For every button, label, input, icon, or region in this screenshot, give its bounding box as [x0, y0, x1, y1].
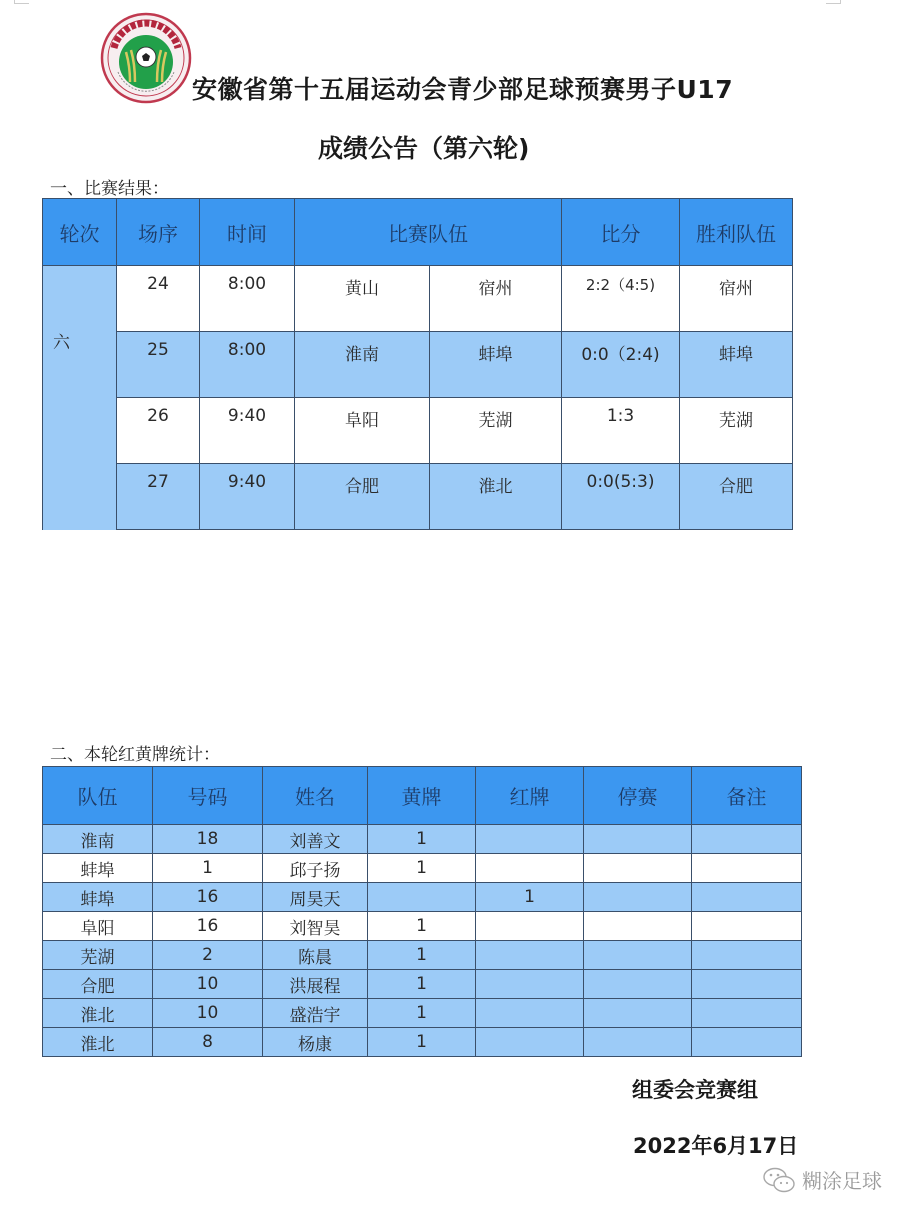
team-cell: 合肥 — [43, 970, 153, 999]
col-header-score: 比分 — [562, 199, 680, 266]
suspension-cell — [584, 941, 692, 970]
time-cell: 8:00 — [200, 332, 295, 398]
number-cell: 10 — [153, 970, 263, 999]
yellow-cell: 1 — [368, 1028, 476, 1057]
note-cell — [692, 912, 802, 941]
red-cell — [476, 941, 584, 970]
signoff-organizer: 组委会竞赛组 — [632, 1078, 758, 1102]
score-cell: 0:0(5:3) — [562, 464, 680, 530]
table-row — [43, 464, 793, 530]
yellow-cell: 1 — [368, 854, 476, 883]
team-a-cell: 黄山 — [295, 266, 430, 332]
results-table — [42, 198, 793, 530]
yellow-cell: 1 — [368, 912, 476, 941]
team-cell: 淮北 — [43, 999, 153, 1028]
match-no-cell: 25 — [117, 332, 200, 398]
suspension-cell — [584, 912, 692, 941]
watermark — [762, 1165, 882, 1194]
red-cell — [476, 854, 584, 883]
note-cell — [692, 1028, 802, 1057]
note-cell — [692, 941, 802, 970]
watermark-text: 糊涂足球 — [802, 1169, 882, 1193]
team-b-cell: 芜湖 — [430, 398, 562, 464]
suspension-cell — [584, 883, 692, 912]
col-header-time: 时间 — [200, 199, 295, 266]
suspension-cell — [584, 1028, 692, 1057]
red-cell — [476, 825, 584, 854]
col-header-number: 号码 — [153, 767, 263, 825]
team-cell: 淮北 — [43, 1028, 153, 1057]
page-subtitle: 成绩公告（第六轮) — [318, 134, 530, 163]
score-cell: 0:0（2:4) — [562, 332, 680, 398]
team-cell: 芜湖 — [43, 941, 153, 970]
football-association-logo-icon — [100, 12, 192, 104]
table-row — [43, 854, 802, 883]
col-header-teams: 比赛队伍 — [295, 199, 562, 266]
number-cell: 10 — [153, 999, 263, 1028]
col-header-red: 红牌 — [476, 767, 584, 825]
note-cell — [692, 825, 802, 854]
table-row — [43, 398, 793, 464]
col-header-winner: 胜利队伍 — [680, 199, 793, 266]
note-cell — [692, 999, 802, 1028]
team-a-cell: 合肥 — [295, 464, 430, 530]
note-cell — [692, 883, 802, 912]
red-cell — [476, 999, 584, 1028]
publish-date: 2022年6月17日 — [633, 1134, 799, 1158]
col-header-round: 轮次 — [43, 199, 117, 266]
team-cell: 蚌埠 — [43, 883, 153, 912]
results-header-row — [43, 199, 793, 266]
yellow-cell: 1 — [368, 941, 476, 970]
col-header-suspension: 停赛 — [584, 767, 692, 825]
name-cell: 邱子扬 — [263, 854, 368, 883]
name-cell: 周昊天 — [263, 883, 368, 912]
match-no-cell: 24 — [117, 266, 200, 332]
team-a-cell: 淮南 — [295, 332, 430, 398]
red-cell — [476, 912, 584, 941]
suspension-cell — [584, 825, 692, 854]
name-cell: 杨康 — [263, 1028, 368, 1057]
winner-cell: 蚌埠 — [680, 332, 793, 398]
table-row — [43, 941, 802, 970]
suspension-cell — [584, 854, 692, 883]
name-cell: 陈晨 — [263, 941, 368, 970]
wechat-icon — [762, 1166, 796, 1194]
cards-table — [42, 766, 802, 1057]
suspension-cell — [584, 999, 692, 1028]
red-cell: 1 — [476, 883, 584, 912]
red-cell — [476, 970, 584, 999]
number-cell: 2 — [153, 941, 263, 970]
score-cell: 2:2（4:5) — [562, 266, 680, 332]
team-cell: 淮南 — [43, 825, 153, 854]
round-cell: 六 — [43, 266, 117, 530]
match-no-cell: 26 — [117, 398, 200, 464]
number-cell: 16 — [153, 883, 263, 912]
red-cell — [476, 1028, 584, 1057]
table-row — [43, 883, 802, 912]
page-corner-mark-right — [826, 0, 841, 4]
table-row — [43, 970, 802, 999]
score-cell: 1:3 — [562, 398, 680, 464]
winner-cell: 合肥 — [680, 464, 793, 530]
cards-section-label: 二、本轮红黄牌统计： — [50, 745, 220, 765]
page-corner-mark-left — [14, 0, 29, 4]
name-cell: 洪展程 — [263, 970, 368, 999]
name-cell: 刘智昊 — [263, 912, 368, 941]
table-row — [43, 266, 793, 332]
team-b-cell: 蚌埠 — [430, 332, 562, 398]
yellow-cell — [368, 883, 476, 912]
col-header-match-no: 场序 — [117, 199, 200, 266]
table-row — [43, 825, 802, 854]
page-title: 安徽省第十五届运动会青少部足球预赛男子U17 — [192, 75, 734, 104]
number-cell: 18 — [153, 825, 263, 854]
table-row — [43, 332, 793, 398]
time-cell: 9:40 — [200, 464, 295, 530]
table-row — [43, 912, 802, 941]
team-b-cell: 淮北 — [430, 464, 562, 530]
time-cell: 8:00 — [200, 266, 295, 332]
number-cell: 16 — [153, 912, 263, 941]
yellow-cell: 1 — [368, 825, 476, 854]
note-cell — [692, 854, 802, 883]
yellow-cell: 1 — [368, 970, 476, 999]
winner-cell: 宿州 — [680, 266, 793, 332]
suspension-cell — [584, 970, 692, 999]
col-header-name: 姓名 — [263, 767, 368, 825]
cards-header-row — [43, 767, 802, 825]
table-row — [43, 1028, 802, 1057]
team-a-cell: 阜阳 — [295, 398, 430, 464]
col-header-yellow: 黄牌 — [368, 767, 476, 825]
match-no-cell: 27 — [117, 464, 200, 530]
yellow-cell: 1 — [368, 999, 476, 1028]
results-section-label: 一、比赛结果： — [50, 179, 169, 199]
time-cell: 9:40 — [200, 398, 295, 464]
note-cell — [692, 970, 802, 999]
number-cell: 1 — [153, 854, 263, 883]
team-cell: 阜阳 — [43, 912, 153, 941]
col-header-note: 备注 — [692, 767, 802, 825]
winner-cell: 芜湖 — [680, 398, 793, 464]
number-cell: 8 — [153, 1028, 263, 1057]
team-cell: 蚌埠 — [43, 854, 153, 883]
name-cell: 盛浩宇 — [263, 999, 368, 1028]
table-row — [43, 999, 802, 1028]
col-header-team: 队伍 — [43, 767, 153, 825]
name-cell: 刘善文 — [263, 825, 368, 854]
team-b-cell: 宿州 — [430, 266, 562, 332]
